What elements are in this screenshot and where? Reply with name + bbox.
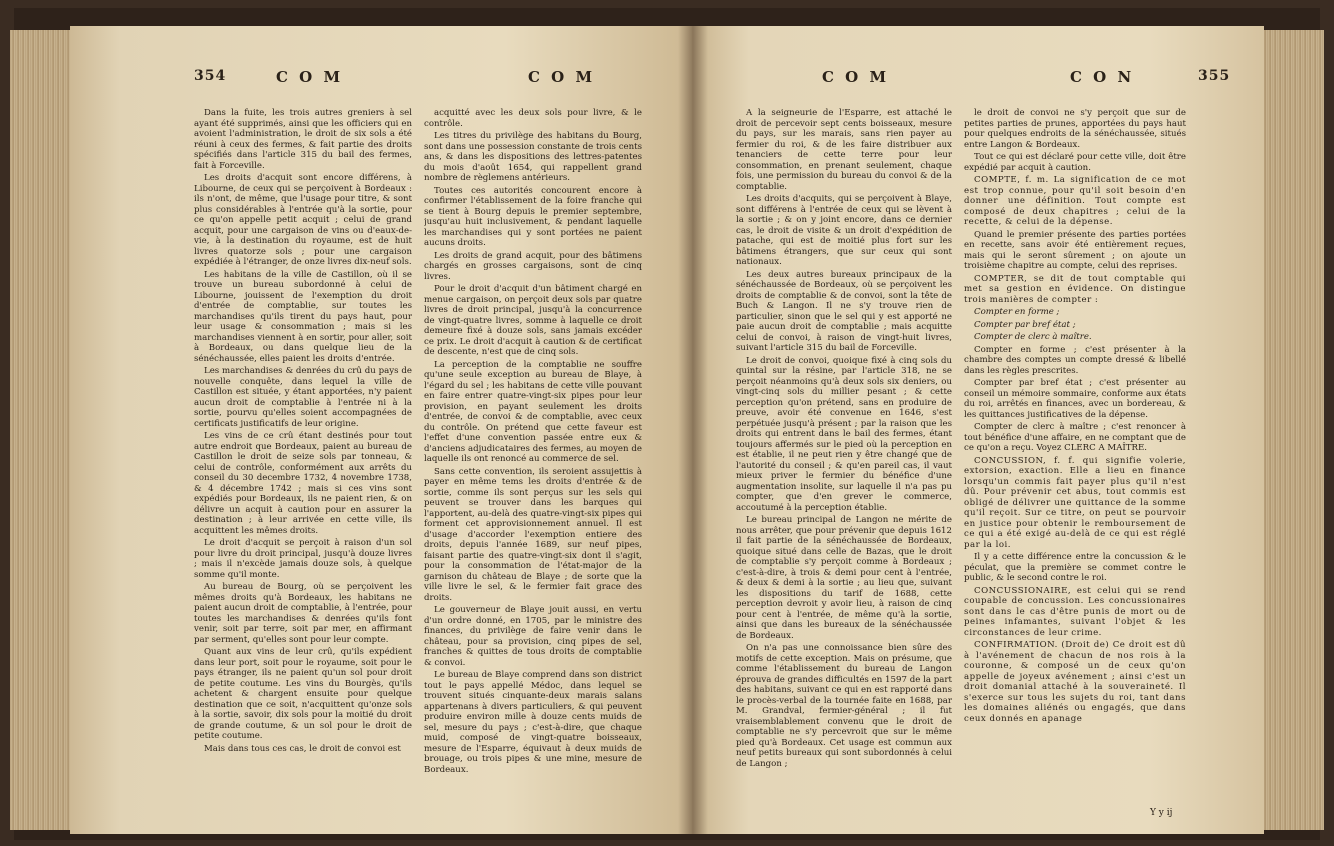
paragraph: Les habitans de la ville de Castillon, où il se trouve un bureau subordonné à celui de Libourne, jouissent de l'exemption du droit d'entrée de comptablie, sur toutes les marchandises qu'ils tirent du pays haut, pour leur usage & consommation ; mais si les marchandises viennent à en sortir, pour aller, soit à Bordeaux, ou dans quelque lieu de la sénéchaussée, elles paient les droits d'entrée. [194,269,412,364]
paragraph: Quand le premier présente des parties portées en recette, sans avoir été entièrement reçues, mais qui le seront sûrement ; on ajoute un troisième chapitre au compte, celui des reprises. [964,229,1186,271]
paragraph: le droit de convoi ne s'y perçoit que sur de petites parties de prunes, apportées du pays haut pour quelques endroits de la sénéchaussée, situés entre Langon & Bordeaux. [964,108,1186,150]
paragraph: Les droits de grand acquit, pour des bâtimens chargés en grosses cargaisons, sont de cinq livres. [424,250,642,282]
paragraph: Compter de clerc à maître. [974,332,1092,342]
paragraph: Le bureau principal de Langon ne mérite de nous arrêter, que pour prévenir que depuis 1612 il fait partie de la sénéchaussée de Bordeaux, quoique situé dans celle de Bazas, que le droit de comptablie s'y perçoit comme à Bordeaux ; c'est-à-dire, à trois & demi pour cent à l'entrée, & deux & demi à la sortie ; au lieu que, suivant les dispositions du tarif de 1688, cette perception devroit y avoir lieu, à raison de cinq pour cent à l'entrée, de même qu'à la sortie, ainsi que dans les bureaux de la sénéchaussée de Bordeaux. [736,515,952,641]
paragraph: Compter en forme ; [974,307,1060,317]
left-running-head-2: C O M [528,68,596,86]
page-edges-left [10,30,72,830]
paragraph: Le bureau de Blaye comprend dans son district tout le pays appellé Médoc, dans lequel se trouvent situés cinquante-deux marais salans appartenans à divers particuliers, & qui peuvent produire environ mille à douze cents muids de sel, mesure du pays ; c'est-à-dire, que chaque muid, composé de vingt-quatre boisseaux, mesure de l'Esparre, équivaut à deux muids de brouage, ou trois pipes & une mine, mesure de Bordeaux. [424,670,642,775]
paragraph: Quant aux vins de leur crû, qu'ils expédient dans leur port, soit pour le royaume, soit pour le pays étranger, ils ne paient qu'un sol pour droit de petite coutume. Les vins du Bourgès, qu'ils achetent & chargent ensuite pour quelque destination que ce soit, n'acquittent qu'onze sols à la sortie, savoir, dix sols pour la moitié du droit de grande coutume, & un sol pour le droit de petite coutume. [194,647,412,741]
paragraph: Dans la fuite, les trois autres greniers à sel ayant été supprimés, ainsi que les officiers qui en avoient l'administration, le droit de six sols a été réuni à ceux des fermes, & fait partie des droits spécifiés dans l'article 315 du bail des fermes, fait à Forceville. [194,108,412,171]
paragraph: acquitté avec les deux sols pour livre, & le contrôle. [424,108,642,129]
paragraph: Au bureau de Bourg, où se perçoivent les mêmes droits qu'à Bordeaux, les habitans ne paient aucun droit de comptablie, à l'entrée, pour toutes les marchandises & denrées qu'ils font venir, soit par terre, soit par mer, en affirmant par serment, qu'elles sont pour leur compte. [194,582,412,645]
paragraph: Compter en forme ; c'est présenter à la chambre des comptes un compte dressé & libellé dans les règles prescrites. [964,344,1186,376]
left-running-head-1: C O M [276,68,344,86]
paragraph: Mais dans tous ces cas, le droit de convoi est [204,743,401,754]
paragraph: A la seigneurie de l'Esparre, est attaché le droit de percevoir sept cents boisseaux, mesure du pays, sur les marais, sans rien payer au fermier du roi, & de les faire distribuer aux tenanciers de cette terre pour leur consommation, en prenant seulement, chaque fois, une permission du bureau du convoi & de la comptablie. [736,108,952,192]
paragraph: Les marchandises & denrées du crû du pays de nouvelle conquête, dans lequel la ville de Castillon est située, y étant apportées, n'y paient aucun droit de comptablie à l'entrée ni à la sortie, pourvu qu'elles soient accompagnées de certificats justificatifs de leur origine. [194,366,412,429]
book-spread [14,8,1320,840]
right-running-head-2: C O N [1070,68,1135,86]
paragraph: Les droits d'acquits, qui se perçoivent à Blaye, sont différens à l'entrée de ceux qui se lèvent à la sortie ; & on y joint encore, dans ce dernier cas, le droit de visite & un droit d'expédition de patache, qui est de moitié plus fort sur les bâtimens étrangers, que sur ceux qui sont nationaux. [736,194,952,267]
paragraph: Les droits d'acquit sont encore différens, à Libourne, de ceux qui se perçoivent à Bordeaux : ils n'ont, de même, que l'usage pour titre, & sont plus considérables à l'entrée qu'à la sortie, pour ce qu'on appelle petit acquit ; celui de grand acquit, pour une cargaison de vins ou d'eaux-de-vie, à la destination du royaume, est de huit livres quatorze sols ; pour une cargaison expédiée à l'étranger, de onze livres dix-neuf sols. [194,173,412,267]
signature-mark: Y y ij [1150,808,1173,818]
right-column-1 [736,108,952,822]
paragraph: On n'a pas une connoissance bien sûre des motifs de cette exception. Mais on présume, que comme l'établissement du bureau de Langon éprouva de grandes difficultés en 1597 de la part des habitans, suivant ce qui en est rapporté dans le procès-verbal de la tournée faite en 1688, par M. Grandval, fermier-général ; il fut vraisemblablement convenu que le droit de comptablie ne s'y percevroit que sur le même pied qu'à Bordeaux. Cet usage est commun aux neuf petits bureaux qui sont subordonnés à celui de Langon ; [736,643,952,769]
entry-compte: COMPTE, f. m. La signification de ce mot est trop connue, pour qu'il soit besoin d'en donner une définition. Tout compte est composé de deux chapitres ; celui de la recette, & celui de la dépense. [964,175,1186,227]
left-page [70,26,692,834]
paragraph: Pour le droit d'acquit d'un bâtiment chargé en menue cargaison, on perçoit deux sols par quatre livres de droit principal, jusqu'à la concurrence de vingt-quatre livres, somme à laquelle ce droit demeure fixé à douze sols, sans jamais excéder ce prix. Le droit d'acquit à caution & de certificat de descente, n'est que de cinq sols. [424,284,642,357]
paragraph: Compter par bref état ; c'est présenter au conseil un mémoire sommaire, conforme aux états du roi, arrêtés en finances, avec un bordereau, & les quittances justificatives de la dépense. [964,378,1186,420]
paragraph: Il y a cette différence entre la concussion & le péculat, que la première se commet contre le public, & le second contre le roi. [964,552,1186,583]
right-running-head-1: C O M [822,68,890,86]
right-page-number: 355 [1198,68,1231,84]
paragraph: Sans cette convention, ils seroient assujettis à payer en même tems les droits d'entrée & de sortie, comme ils sont perçus sur les sels qui peuvent se trouver dans les barques qui l'apportent, au-delà des quatre-vingt-six pipes qui forment cet approvisionnement annuel. Il est d'usage d'accorder l'exemption entiere des droits, depuis l'année 1689, sur neuf pipes, faisant partie des quatre-vingt-six dont il s'agit, pour la consommation de l'état-major de la garnison du château de Blaye ; de sorte que la ville livre le sel, & le fermier fait grace des droits. [424,466,642,603]
paragraph: Le droit d'acquit se perçoit à raison d'un sol pour livre du droit principal, jusqu'à douze livres ; mais il n'excède jamais douze sols, à quelque somme qu'il monte. [194,538,412,580]
entry-concussionaire: CONCUSSIONAIRE, est celui qui se rend coupable de concussion. Les concussionaires sont dans le cas d'être punis de mort ou de peines infamantes, suivant l'objet & les circonstances de leur crime. [964,585,1186,638]
paragraph: La perception de la comptablie ne souffre qu'une seule exception au bureau de Blaye, à l'égard du sel ; les habitans de cette ville pouvant en faire entrer quatre-vingt-six pipes pour leur provision, en payant seulement les droits d'entrée, de convoi & de comptablie, avec ceux du contrôle. On prétend que cette faveur est l'effet d'une convention passée entre eux & d'anciens adjudicataires des fermes, au moyen de laquelle ils ont renoncé au commerce de sel. [424,359,642,464]
right-column-2 [964,108,1186,804]
right-page [692,26,1264,834]
paragraph: Le gouverneur de Blaye jouit aussi, en vertu d'un ordre donné, en 1705, par le ministre des finances, du privilège de faire venir dans le château, pour sa provision, cinq pipes de sel, franches & quittes de tous droits de comptablie & convoi. [424,605,642,668]
paragraph: Tout ce qui est déclaré pour cette ville, doit être expédié par acquit à caution. [964,152,1186,173]
page-edges-right [1262,30,1324,830]
entry-confirmation: CONFIRMATION. (Droit de) Ce droit est dû à l'avénement de chacun de nos rois à la couronne, & composé un de ceux qu'on appelle de joyeux avénement ; ainsi c'est un droit domanial attaché à la souveraineté. Il s'exerce sur tous les sujets du roi, tant dans les domaines aliénés ou engagés, que dans ceux donnés en apanage [964,640,1186,724]
paragraph: Les vins de ce crû étant destinés pour tout autre endroit que Bordeaux, paient au bureau de Castillon le droit de seize sols par tonneau, & celui de contrôle, conformément aux arrêts du conseil du 30 decembre 1732, 4 novembre 1738, & 4 décembre 1742 ; mais si ces vins sont expédiés pour Bordeaux, ils ne paient rien, & on délivre un acquit à caution pour en assurer la destination ; à leur arrivée en cette ville, ils acquittent les mêmes droits. [194,431,412,536]
left-page-number: 354 [194,68,227,84]
entry-concussion: CONCUSSION, f. f. qui signifie volerie, extorsion, exaction. Elle a lieu en finance lorsqu'un commis fait payer plus qu'il n'est dû. Pour prévenir cet abus, tout commis est obligé de délivrer une quittance de la somme qu'il reçoit. Sur ce titre, on peut se pourvoir en justice pour obtenir le remboursement de ce qui a été exigé au-delà de ce qui est réglé par la loi. [964,455,1186,550]
left-column-1 [194,108,412,822]
paragraph: Compter par bref état ; [974,319,1076,330]
paragraph: Les deux autres bureaux principaux de la sénéchaussée de Bordeaux, où se perçoivent les droits de comptablie & de convoi, sont la tête de Buch & Langon. Il ne s'y trouve rien de particulier, sinon que le sel qui y est apporté ne paie aucun droit de comptablie ; mais acquitte celui de convoi, à raison de vingt-huit livres, suivant l'article 315 du bail de Forceville. [736,269,952,353]
paragraph: Toutes ces autorités concourent encore à confirmer l'établissement de la foire franche qui se tient à Bourg depuis le premier septembre, jusqu'au huit inclusivement, & pendant laquelle les marchandises qui y sont portées ne paient aucuns droits. [424,185,642,248]
entry-compter: COMPTER, se dit de tout comptable qui met sa gestion en évidence. On distingue trois manières de compter : [964,273,1186,305]
left-column-2 [424,108,642,822]
paragraph: Compter de clerc à maître ; c'est renoncer à tout bénéfice d'une affaire, en ne comptant que de ce qu'on a reçu. Voyez CLERC A MAÎTRE. [964,422,1186,453]
paragraph: Les titres du privilège des habitans du Bourg, sont dans une possession constante de trois cents ans, & dans les dispositions des lettres-patentes du mois d'août 1654, qui rappellent grand nombre de règlemens antérieurs. [424,131,642,183]
book-gutter [678,26,708,834]
paragraph: Le droit de convoi, quoique fixé à cinq sols du quintal sur la résine, par l'article 318, ne se perçoit néanmoins qu'à deux sols six deniers, ou vingt-cinq sols du millier pesant ; & cette perception qu'on prétend, sans en produire de preuve, avoir été convenue en 1646, s'est perpétuée jusqu'à présent ; par la raison que les droits qui entrent dans le bail des fermes, étant toujours affermés sur le pied où la perception en est établie, il ne peut rien y être changé que de l'autorité du conseil ; & qu'en pareil cas, il vaut mieux priver le fermier du bénéfice d'une augmentation insolite, sur laquelle il n'a pas pu compter, que d'en grever le commerce, accoutumé à la perception établie. [736,355,952,513]
